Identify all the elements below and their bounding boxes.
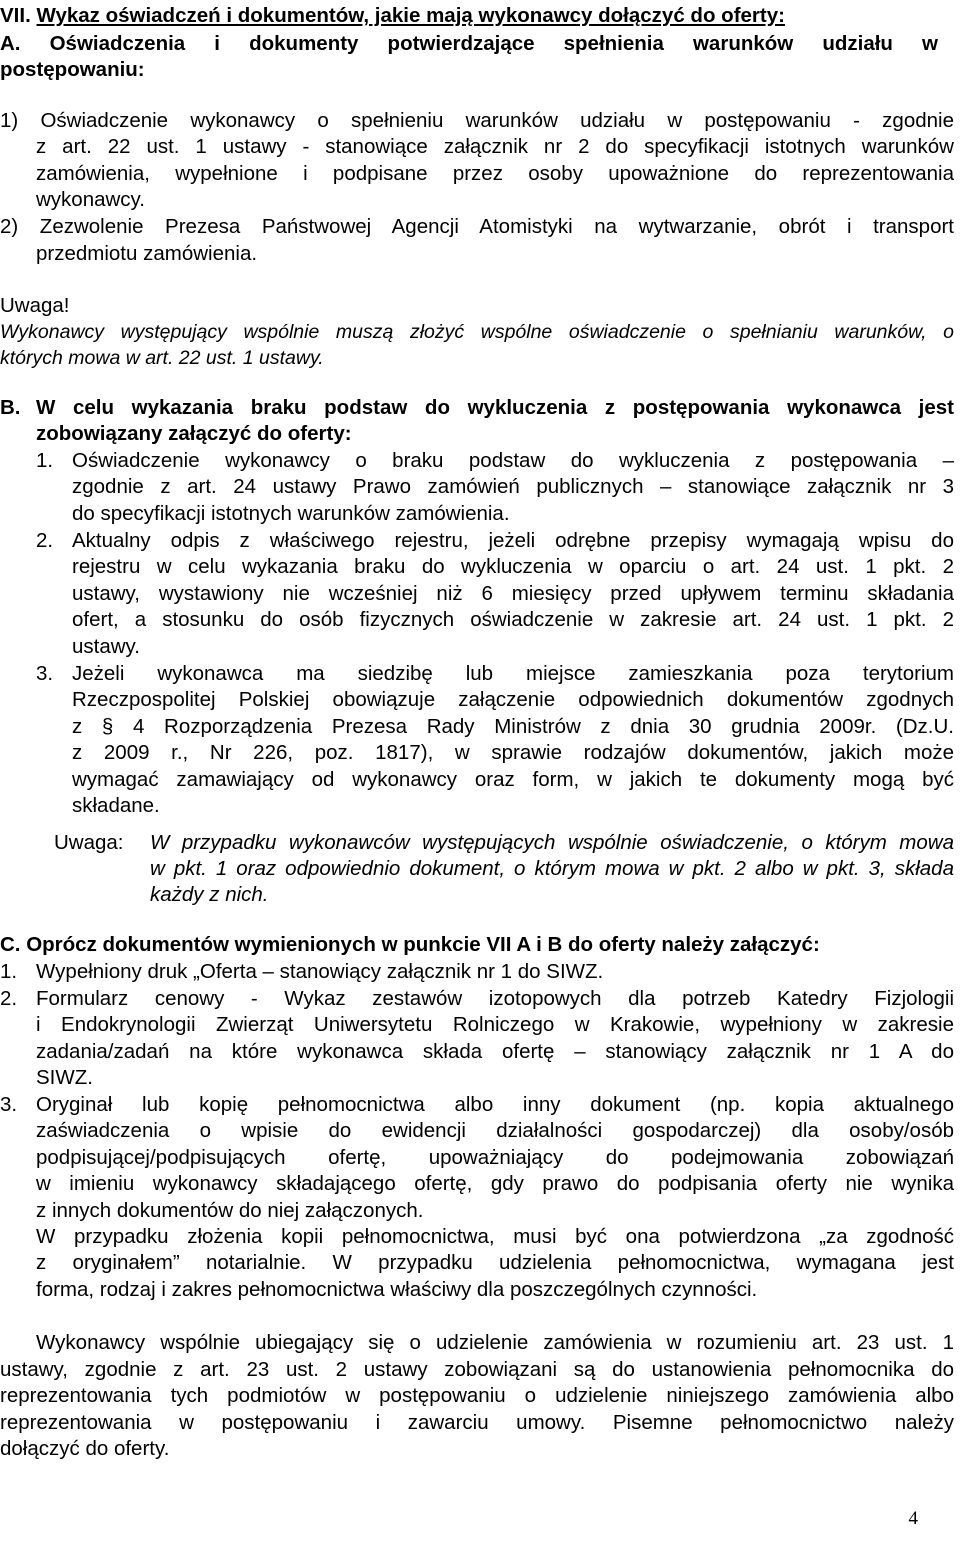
section-vii-title: Wykaz oświadczeń i dokumentów, jakie mają wykonawcy dołączyć do oferty:: [36, 4, 785, 27]
section-c-item2-line4: SIWZ.: [36, 1066, 93, 1089]
section-b-heading-line1: W celu wykazania braku podstaw do wykluczenia z postępowania wykonawca jest: [36, 396, 954, 419]
section-a-note-line1: Wykonawcy występujący wspólnie muszą złożyć wspólne oświadczenie o spełnianiu warunków, o: [0, 321, 954, 343]
section-b-item3-line5: wymagać zamawiający od wykonawcy oraz form, w jakich te dokumenty mogą być: [72, 768, 954, 791]
section-c-item3-number: 3.: [0, 1093, 18, 1116]
section-b-item3-line3: z § 4 Rozporządzenia Prezesa Rady Ministrów z dnia 30 grudnia 2009r. (Dz.U.: [72, 715, 954, 738]
section-c-item3-line6: W przypadku złożenia kopii pełnomocnictwa, musi być ona potwierdzona „za zgodność: [36, 1225, 954, 1248]
section-c-item3-line3: podpisującej/podpisujących ofertę, upoważniający do podejmowania zobowiązań: [36, 1146, 954, 1169]
section-b-item1-number: 1.: [36, 449, 54, 472]
section-b-item3-line4: z 2009 r., Nr 226, poz. 1817), w sprawie rodzajów dokumentów, jakich może: [72, 741, 954, 764]
closing-line5: dołączyć do oferty.: [0, 1437, 170, 1460]
section-a-heading-line2: postępowaniu:: [0, 58, 145, 81]
section-b-note-line2: w pkt. 1 oraz odpowiednio dokument, o którym mowa w pkt. 2 albo w pkt. 3, składa: [150, 857, 954, 880]
section-b-item2-line4: ofert, a stosunku do osób fizycznych oświadczenie w zakresie art. 24 ust. 1 pkt. 2: [72, 608, 954, 631]
section-a-note-label: Uwaga!: [0, 294, 70, 317]
section-b-note-line3: każdy z nich.: [150, 883, 269, 906]
section-a-item1-line2: z art. 22 ust. 1 ustawy - stanowiące załącznik nr 2 do specyfikacji istotnych warunków: [36, 135, 954, 158]
page-number: 4: [908, 1508, 918, 1529]
section-b-item2-line2: rejestru w celu wykazania braku do wykluczenia w oparciu o art. 24 ust. 1 pkt. 2: [72, 555, 954, 578]
section-b-item3-line1: Jeżeli wykonawca ma siedzibę lub miejsce zamieszkania poza terytorium: [72, 662, 954, 685]
section-b-item2-line1: Aktualny odpis z właściwego rejestru, jeżeli odrębne przepisy wymagają wpisu do: [72, 529, 954, 552]
section-c-item3-line1: Oryginał lub kopię pełnomocnictwa albo inny dokument (np. kopia aktualnego: [36, 1093, 954, 1116]
section-b-note-label: Uwaga:: [54, 831, 124, 854]
section-b-item3-number: 3.: [36, 662, 54, 685]
section-c-heading: C. Oprócz dokumentów wymienionych w punkcie VII A i B do oferty należy załączyć:: [0, 933, 820, 956]
section-b-item2-line5: ustawy.: [72, 635, 140, 658]
section-c-item1-line1: Wypełniony druk „Oferta – stanowiący załącznik nr 1 do SIWZ.: [36, 960, 604, 983]
closing-line2: ustawy, zgodnie z art. 23 ust. 2 ustawy zobowiązani są do ustanowienia pełnomocnika do: [0, 1358, 954, 1381]
section-a-item2-line2: przedmiotu zamówienia.: [36, 242, 258, 265]
closing-line3: reprezentowania tych podmiotów w postępowaniu o udzielenie niniejszego zamówienia albo: [0, 1384, 954, 1407]
section-a-item1-line3: zamówienia, wypełnione i podpisane przez osoby upoważnione do reprezentowania: [36, 162, 954, 185]
section-vii-number: VII.: [0, 4, 31, 27]
section-c-item3-line5: z innych dokumentów do niej załączonych.: [36, 1199, 424, 1222]
section-b-letter: B.: [0, 396, 21, 419]
section-c-item2-line1: Formularz cenowy - Wykaz zestawów izotopowych dla potrzeb Katedry Fizjologii: [36, 987, 954, 1010]
section-a-item1-line1: 1) Oświadczenie wykonawcy o spełnieniu warunków udziału w postępowaniu - zgodnie: [0, 109, 954, 132]
section-a-heading-line1: A. Oświadczenia i dokumenty potwierdzające spełnienia warunków udziału w: [0, 32, 938, 55]
section-b-item3-line6: składane.: [72, 794, 160, 817]
section-b-item2-line3: ustawy, wystawiony nie wcześniej niż 6 miesięcy przed upływem terminu składania: [72, 582, 954, 605]
section-c-item1-number: 1.: [0, 960, 18, 983]
section-c-item2-line3: zadania/zadań na które wykonawca składa ofertę – stanowiący załącznik nr 1 A do: [36, 1040, 954, 1063]
section-a-item2-line1: 2) Zezwolenie Prezesa Państwowej Agencji Atomistyki na wytwarzanie, obrót i transport: [0, 215, 954, 238]
closing-line4: reprezentowania w postępowaniu i zawarciu umowy. Pisemne pełnomocnictwo należy: [0, 1411, 954, 1434]
section-b-item1-line3: do specyfikacji istotnych warunków zamówienia.: [72, 502, 510, 525]
section-a-item1-line4: wykonawcy.: [36, 188, 145, 211]
section-c-item3-line7: z oryginałem” notarialnie. W przypadku udzielenia pełnomocnictwa, wymagana jest: [36, 1251, 954, 1274]
section-b-item1-line2: zgodnie z art. 24 ustawy Prawo zamówień publicznych – stanowiące załącznik nr 3: [72, 475, 954, 498]
section-vii-heading: [0, 3, 785, 29]
section-b-note-line1: W przypadku wykonawców występujących wspólnie oświadczenie, o którym mowa: [150, 831, 954, 854]
section-b-item3-line2: Rzeczpospolitej Polskiej obowiązuje załączenie odpowiednich dokumentów zgodnych: [72, 688, 954, 711]
section-c-item2-number: 2.: [0, 987, 18, 1010]
section-c-item3-line4: w imieniu wykonawcy składającego ofertę, gdy prawo do podpisania oferty nie wynika: [36, 1172, 954, 1195]
section-c-item3-line8: forma, rodzaj i zakres pełnomocnictwa właściwy dla poszczególnych czynności.: [36, 1278, 758, 1301]
section-b-heading-line2: zobowiązany załączyć do oferty:: [36, 422, 352, 445]
closing-line1: Wykonawcy wspólnie ubiegający się o udzielenie zamówienia w rozumieniu art. 23 ust. 1: [36, 1331, 954, 1354]
section-b-item1-line1: Oświadczenie wykonawcy o braku podstaw do wykluczenia z postępowania –: [72, 449, 954, 472]
section-a-note-line2: których mowa w art. 22 ust. 1 ustawy.: [0, 347, 324, 369]
section-c-item3-line2: zaświadczenia o wpisie do ewidencji działalności gospodarczej) dla osoby/osób: [36, 1119, 954, 1142]
section-b-item2-number: 2.: [36, 529, 54, 552]
section-c-item2-line2: i Endokrynologii Zwierząt Uniwersytetu Rolniczego w Krakowie, wypełniony w zakresie: [36, 1013, 954, 1036]
